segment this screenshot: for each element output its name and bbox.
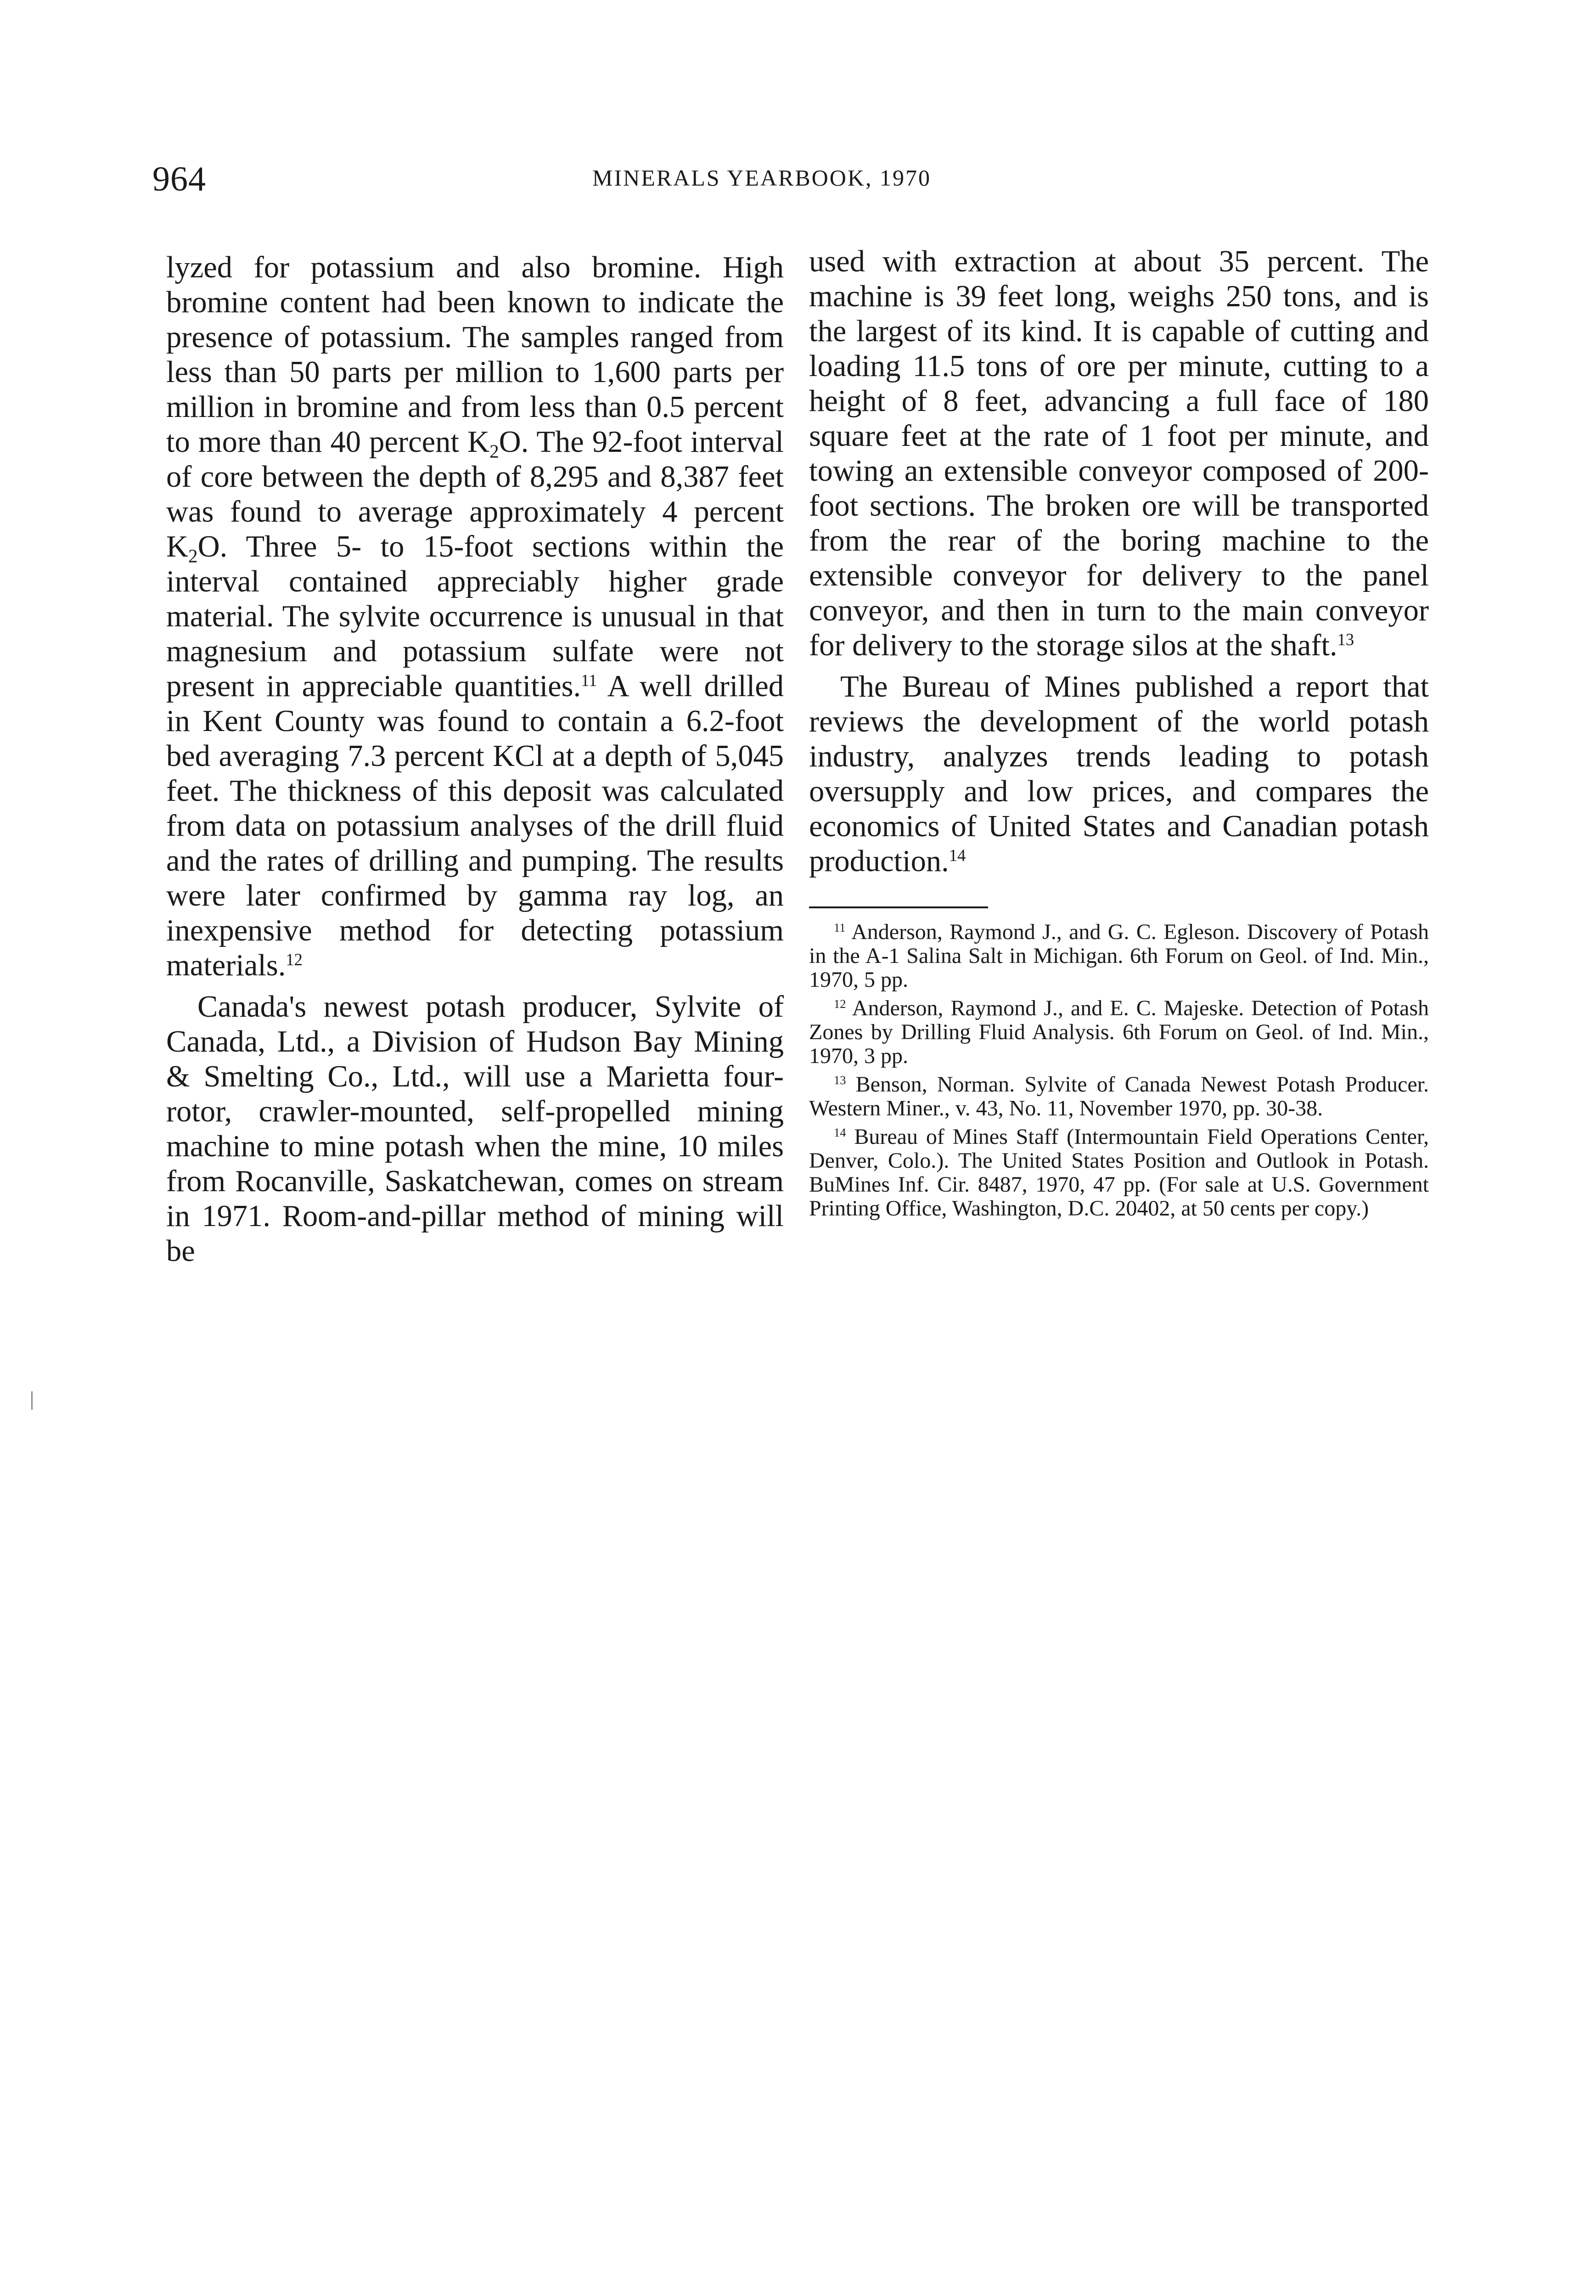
footnote-text: Bureau of Mines Staff (Intermountain Field Operations Center, Denver, Colo.). The United States Position and Outlook in Potash. BuMines Inf. Cir. 8487, 1970, 47 pp. (For sale at U.S. Government Printing Office, Washington, D.C. 20402, at 50 cents per copy.) bbox=[809, 1125, 1429, 1221]
running-title: MINERALS YEARBOOK, 1970 bbox=[592, 165, 931, 191]
left-column bbox=[166, 250, 784, 1269]
text-run: A well drilled in Kent County was found to contain a 6.2-foot bed averaging 7.3 percent KCl at a depth of 5,045 feet. The thickness of this deposit was calculated from data on potassium analyses of the drill fluid and the rates of drilling and pumping. The results were later confirmed by gamma ray log, an inexpensive method for detecting potassium materials. bbox=[166, 670, 784, 982]
body-paragraph: Canada's newest potash producer, Sylvite of Canada, Ltd., a Division of Hudson Bay Mining & Smelting Co., Ltd., will use a Marietta four-rotor, crawler-mounted, self-propelled mining machine to mine potash when the mine, 10 miles from Rocanville, Saskatchewan, comes on stream in 1971. Room-and-pillar method of mining will be bbox=[166, 990, 784, 1268]
footnote-ref: 13 bbox=[1337, 630, 1354, 649]
page-number: 964 bbox=[152, 160, 206, 198]
footnote bbox=[809, 1073, 1429, 1120]
text-run: lyzed for potassium and also bromine. High bromine content had been known to indicate the presence of potassium. The samples ranged from less than 50 parts per million to 1,600 parts per million in bromine and from less than 0.5 percent to more than 40 percent K bbox=[166, 251, 784, 459]
footnote-number: 14 bbox=[834, 1125, 846, 1140]
subscript: 2 bbox=[188, 545, 198, 567]
body-paragraph bbox=[809, 670, 1429, 879]
body-paragraph bbox=[809, 244, 1429, 663]
footnote-ref: 12 bbox=[286, 950, 303, 969]
text-run: The Bureau of Mines published a report that reviews the development of the world potash industry, analyzes trends leading to potash oversupply and low prices, and compares the economics of United States and Canadian potash production. bbox=[809, 670, 1429, 878]
footnotes bbox=[809, 920, 1429, 1221]
text-run: O. The 92-foot interval of core between the depth of 8,295 and 8,387 feet was found to average approximately 4 percent K bbox=[166, 425, 784, 563]
right-column bbox=[809, 244, 1429, 1225]
footnote-text: Anderson, Raymond J., and E. C. Majeske. Detection of Potash Zones by Drilling Fluid Analysis. 6th Forum on Geol. of Ind. Min., 1970, 3 pp. bbox=[809, 996, 1429, 1068]
subscript: 2 bbox=[489, 440, 499, 462]
footnote-ref: 14 bbox=[949, 846, 966, 865]
footnote-ref: 11 bbox=[581, 671, 597, 690]
footnote-divider bbox=[809, 906, 988, 908]
footnote-number: 11 bbox=[834, 921, 846, 935]
footnote-number: 13 bbox=[834, 1073, 846, 1087]
footnote bbox=[809, 920, 1429, 992]
body-paragraph bbox=[166, 250, 784, 983]
footnote-number: 12 bbox=[834, 997, 846, 1011]
scan-mark bbox=[31, 1391, 33, 1410]
footnote bbox=[809, 996, 1429, 1068]
text-run: used with extraction at about 35 percent. The machine is 39 feet long, weighs 250 tons, and is the largest of its kind. It is capable of cutting and loading 11.5 tons of ore per minute, cutting to a height of 8 feet, advancing a full face of 180 square feet at the rate of 1 foot per minute, and towing an extensible conveyor composed of 200-foot sections. The broken ore will be transported from the rear of the boring machine to the extensible conveyor for delivery to the panel conveyor, and then in turn to the main conveyor for delivery to the storage silos at the shaft. bbox=[809, 245, 1429, 662]
footnote-text: Benson, Norman. Sylvite of Canada Newest Potash Producer. Western Miner., v. 43, No. 11, November 1970, pp. 30-38. bbox=[809, 1072, 1429, 1120]
text-run: O. Three 5- to 15-foot sections within the interval contained appreciably higher grade material. The sylvite occurrence is unusual in that magnesium and potassium sulfate were not present in appreciable quantities. bbox=[166, 530, 784, 703]
footnote-text: Anderson, Raymond J., and G. C. Egleson. Discovery of Potash in the A-1 Salina Salt in Michigan. 6th Forum on Geol. of Ind. Min., 1970, 5 pp. bbox=[809, 920, 1429, 992]
footnote bbox=[809, 1125, 1429, 1221]
